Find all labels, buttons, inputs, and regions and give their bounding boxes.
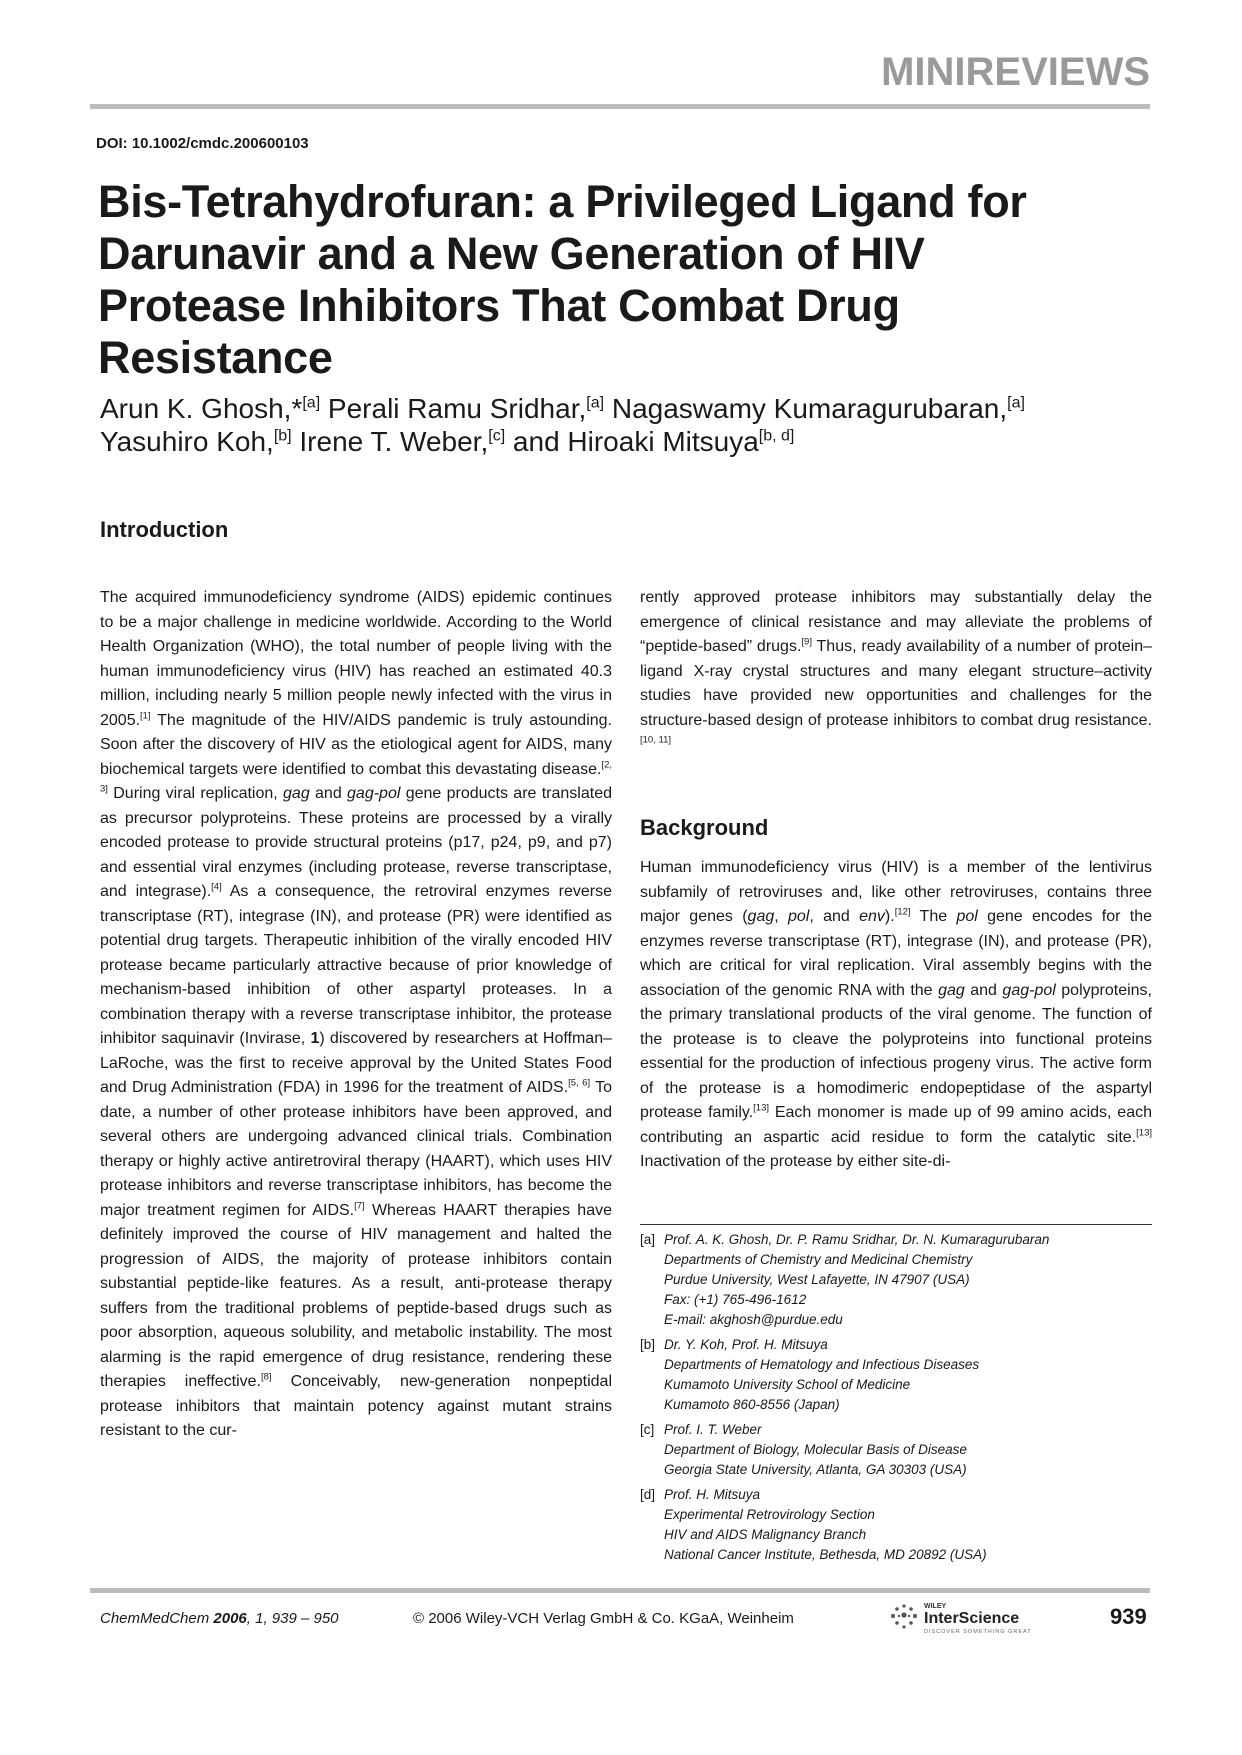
journal-volume-pages: , 1, 939 – 950 (246, 1610, 339, 1627)
article-title: Bis-Tetrahydrofuran: a Privileged Ligand for Darunavir and a New Generation of HIV Protease Inhibitors That Combat Drug Resistance (98, 176, 1027, 383)
affiliation-line: Kumamoto University School of Medicine (664, 1377, 911, 1392)
text-run: polyproteins, the primary translational products of the viral genome. The function of the protease is to cleave the polyproteins into functional proteins essential for the production of infectious progeny virus. The active form of the protease is a homodimeric endopeptidase of the aspartyl protease family. (640, 981, 1152, 1121)
affiliation-entry (640, 1420, 1152, 1480)
logo-interscience: InterScience (924, 1610, 1020, 1627)
text-run: Thus, ready availability of a number of protein–ligand X-ray crystal structures and many elegant structure–activity studies have provided new opportunities and challenges for the structure-based design of protease inhibitors to combat drug resistance. (640, 638, 1153, 729)
interscience-globe-icon (886, 1598, 1046, 1638)
introduction-heading: Introduction (100, 517, 229, 542)
affiliation-line: Kumamoto 860-8556 (Japan) (664, 1397, 840, 1412)
text-run: The magnitude of the HIV/AIDS pandemic is truly astounding. Soon after the discovery of HIV as the etiological agent for AIDS, many biochemical targets were identified to combat this devastating disease. (100, 711, 612, 778)
affiliation-line: Prof. I. T. Weber (664, 1422, 762, 1437)
citation-ref[interactable]: [5, 6] (568, 1077, 591, 1089)
gene-name: gag (747, 908, 775, 925)
text-run: Whereas HAART therapies have definitely improved the course of HIV management and halted the progression of AIDS, the majority of protease inhibitors contain substantial peptide-like features. As a result, anti-protease therapy suffers from the traditional problems of peptide-based drugs such as poor absorption, aqueous solubility, and metabolic instability. The most alarming is the rapid emergence of drug resistance, rendering these therapies ineffective. (100, 1201, 612, 1390)
author-name: and Hiroaki Mitsuya (512, 426, 759, 457)
gene-name: pol (788, 908, 810, 925)
citation-ref[interactable]: [1] (140, 710, 151, 722)
affiliation-entry (640, 1485, 1152, 1565)
journal-year: 2006 (213, 1610, 247, 1627)
footer-rule (90, 1588, 1150, 1593)
introduction-text-continued (640, 586, 1152, 758)
affiliation-line: Departments of Hematology and Infectious Diseases (664, 1357, 980, 1372)
author-affiliation-mark: [c] (488, 427, 506, 445)
affiliation-line: Prof. A. K. Ghosh, Dr. P. Ramu Sridhar, Dr. N. Kumaragurubaran (664, 1232, 1050, 1247)
text-run: gene products are translated as precursor polyproteins. These proteins are processed by a virally encoded protease to provide structural proteins (p17, p24, p9, and p7) and essential viral enzymes (including protease, reverse transcriptase, and integrase). (100, 785, 612, 900)
text-run: The acquired immunodeficiency syndrome (AIDS) epidemic continues to be a major challenge in medicine worldwide. According to the World Health Organization (WHO), the total number of people living with the human immunodeficiency virus (HIV) has reached an estimated 40.3 million, including nearly 5 million people newly infected with the virus in 2005. (100, 589, 612, 729)
author-list (100, 392, 1140, 458)
citation-ref[interactable]: [2, 3] (100, 759, 612, 795)
header-rule (90, 104, 1150, 109)
affiliation-line: Department of Biology, Molecular Basis of Disease (664, 1442, 967, 1457)
affiliation-tag: [b] (640, 1337, 656, 1352)
author-name: Irene T. Weber, (299, 426, 489, 457)
gene-name: pol (956, 908, 978, 925)
text-run: During viral replication, (107, 785, 284, 802)
author-name: Perali Ramu Sridhar, (327, 393, 587, 424)
text-run: gene encodes for the enzymes reverse transcriptase (RT), integrase (IN), and protease (PR), which are critical for viral replication. Viral assembly begins with the association of the genomic RNA with the (640, 908, 1153, 999)
text-run: The (910, 908, 957, 925)
text-run: , and (809, 908, 860, 925)
gene-name: env (859, 908, 885, 925)
author-affiliation-mark: [a] (586, 394, 605, 412)
text-run: Conceivably, new-generation nonpeptidal protease inhibitors that maintain potency against mutant strains resistant to the cur- (100, 1373, 612, 1439)
affiliation-line: National Cancer Institute, Bethesda, MD 20892 (USA) (664, 1547, 987, 1562)
author-name: Nagaswamy Kumaragurubaran, (611, 393, 1008, 424)
author-affiliation-mark: [b] (273, 427, 292, 445)
citation-ref[interactable]: [13] (1136, 1127, 1152, 1139)
text-run: rently approved protease inhibitors may substantially delay the emergence of clinical resistance and may alleviate the problems of “peptide-based” drugs. (640, 589, 1152, 655)
author-name: Arun K. Ghosh,* (100, 393, 303, 424)
background-heading: Background (640, 815, 769, 840)
journal-name: ChemMedChem (100, 1610, 210, 1627)
gene-name: gag-pol (347, 785, 401, 802)
author-affiliation-mark: [b, d] (758, 427, 795, 445)
text-run: , (774, 908, 788, 925)
affiliation-entry (640, 1230, 1152, 1330)
affiliation-line[interactable]: E-mail: akghosh@purdue.edu (664, 1312, 843, 1327)
affiliation-tag: [d] (640, 1487, 656, 1502)
affiliation-line: Departments of Chemistry and Medicinal Chemistry (664, 1252, 973, 1267)
gene-name: gag (283, 785, 310, 802)
author-affiliation-mark: [a] (302, 394, 321, 412)
text-run: Human immunodeficiency virus (HIV) is a member of the lentivirus subfamily of retroviruses and, like other retroviruses, contains three major genes ( (640, 859, 1152, 925)
text-run: Each monomer is made up of 99 amino acids, each contributing an aspartic acid residue to form the catalytic site. (640, 1104, 1152, 1146)
affiliations-rule (640, 1224, 1152, 1225)
affiliation-tag: [c] (640, 1422, 655, 1437)
copyright: © 2006 Wiley-VCH Verlag GmbH & Co. KGaA, Weinheim (413, 1610, 794, 1627)
author-affiliation-mark: [a] (1007, 394, 1025, 412)
text-run: ) discovered by researchers at Hoffman–LaRoche, was the first to receive approval by the United States Food and Drug Administration (FDA) in 1996 for the treatment of AIDS. (100, 1030, 613, 1096)
citation-ref[interactable]: [10, 11] (640, 734, 671, 746)
citation-ref[interactable]: [8] (261, 1371, 272, 1383)
affiliation-line: Purdue University, West Lafayette, IN 47907 (USA) (664, 1272, 970, 1287)
citation-ref[interactable]: [4] (211, 881, 222, 893)
affiliation-line: Experimental Retrovirology Section (664, 1507, 875, 1522)
affiliation-line: Fax: (+1) 765-496-1612 (664, 1292, 807, 1307)
text-run: Inactivation of the protease by either site-di- (640, 1153, 951, 1170)
affiliations (640, 1230, 1152, 1570)
affiliation-line: Georgia State University, Atlanta, GA 30303 (USA) (664, 1462, 967, 1477)
text-run: ). (884, 908, 895, 925)
compound-number: 1 (310, 1030, 320, 1047)
logo-wiley: WILEY (924, 1603, 947, 1610)
gene-name: gag-pol (1002, 981, 1056, 999)
citation-ref[interactable]: [7] (354, 1200, 365, 1212)
affiliation-tag: [a] (640, 1232, 656, 1247)
affiliation-entry (640, 1335, 1152, 1415)
citation-ref[interactable]: [13] (753, 1102, 769, 1114)
text-run: and (309, 785, 348, 802)
logo-tagline: DISCOVER SOMETHING GREAT (924, 1629, 1032, 1635)
affiliation-line: Dr. Y. Koh, Prof. H. Mitsuya (664, 1337, 828, 1352)
text-run: and (964, 981, 1003, 999)
section-label: MINIREVIEWS (881, 50, 1150, 94)
interscience-logo[interactable] (886, 1598, 1046, 1638)
citation-ref[interactable]: [9] (801, 636, 812, 648)
text-run: To date, a number of other protease inhibitors have been approved, and several others are undergoing advanced clinical trials. Combination therapy or highly active antiretroviral therapy (HAART), which uses HIV protease inhibitors and reverse transcriptase inhibitors, has become the major treatment regimen for AIDS. (100, 1079, 612, 1219)
affiliation-line: HIV and AIDS Malignancy Branch (664, 1527, 867, 1542)
introduction-text (100, 586, 612, 1444)
citation-ref[interactable]: [12] (894, 906, 911, 918)
journal-citation (100, 1610, 339, 1627)
text-run: As a consequence, the retroviral enzymes reverse transcriptase (RT), integrase (IN), and protease (PR) were identified as potential drug targets. Therapeutic inhibition of the virally encoded HIV protease became particularly attractive because of prior knowledge of mechanism-based inhibition of other aspartyl proteases. In a combination therapy with a reverse transcriptase inhibitor, the protease inhibitor saquinavir (Invirase, (100, 883, 613, 1047)
background-text (640, 856, 1152, 1175)
author-name: Yasuhiro Koh, (100, 426, 274, 457)
gene-name: gag (938, 981, 965, 999)
page-number: 939 (1110, 1604, 1147, 1629)
affiliation-line: Prof. H. Mitsuya (664, 1487, 761, 1502)
doi[interactable]: DOI: 10.1002/cmdc.200600103 (96, 135, 309, 152)
